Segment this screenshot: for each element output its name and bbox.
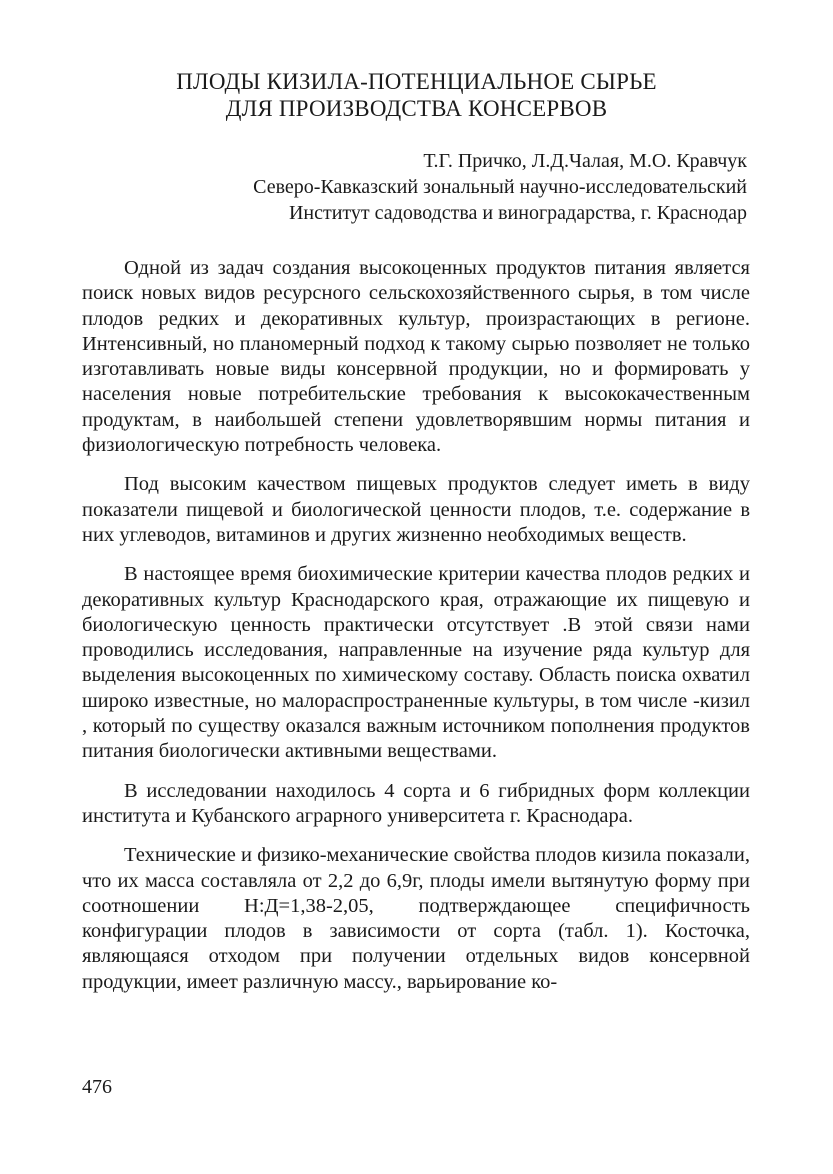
article-body xyxy=(82,256,750,1009)
article-title xyxy=(60,68,773,122)
affiliation-line-2: Институт садоводства и виноградарства, г. Краснодар xyxy=(288,202,747,224)
title-line-2: ДЛЯ ПРОИЗВОДСТВА КОНСЕРВОВ xyxy=(225,96,608,121)
paragraph-3: В настоящее время биохимические критерии качества плодов редких и декоративных культур Краснодарского края, отражающие их пищевую и биологическую ценность практически отсутствует .В этой связи нами проводились исследования, направленные на изучение ряда культур для выделения высокоценных по химическому составу. Область поиска охватил широко известные, но малораспространенные культуры, в том числе -кизил , который по существу оказался важным источником пополнения продуктов питания биологически активными веществами. xyxy=(82,563,750,763)
author-block xyxy=(253,148,747,226)
paragraph-1: Одной из задач создания высокоценных продуктов питания является поиск новых видов ресурсного сельскохозяйственного сырья, в том числе плодов редких и декоративных культур, произрастающих в регионе. Интенсивный, но планомерный подход к такому сырью позволяет не только изготавливать новые виды консервной продукции, но и формировать у населения новые потребительские требования к высококачественным продуктам, в наибольшей степени удовлетворявшим нормы питания и физиологическую потребность человека. xyxy=(82,257,750,457)
title-line-1: ПЛОДЫ КИЗИЛА-ПОТЕНЦИАЛЬНОЕ СЫРЬЕ xyxy=(176,69,657,94)
paragraph-2: Под высоким качеством пищевых продуктов следует иметь в виду показатели пищевой и биологической ценности плодов, т.е. содержание в них углеводов, витаминов и других жизненно необходимых веществ. xyxy=(82,473,750,546)
page-number: 476 xyxy=(82,1076,112,1098)
paragraph-5: Технические и физико-механические свойства плодов кизила показали, что их масса составляла от 2,2 до 6,9г, плоды имели вытянутую форму при соотношении Н:Д=1,38-2,05, подтверждающее специфичность конфигурации плодов в зависимости от сорта (табл. 1). Косточка, являющаяся отходом при получении отдельных видов консервной продукции, имеет различную массу., варьирование ко- xyxy=(82,844,750,993)
affiliation-line-1: Северо-Кавказский зональный научно-исследовательский xyxy=(253,176,747,198)
author-names: Т.Г. Причко, Л.Д.Чалая, М.О. Кравчук xyxy=(423,150,747,172)
paragraph-4: В исследовании находилось 4 сорта и 6 гибридных форм коллекции института и Кубанского аграрного университета г. Краснодара. xyxy=(82,779,750,827)
